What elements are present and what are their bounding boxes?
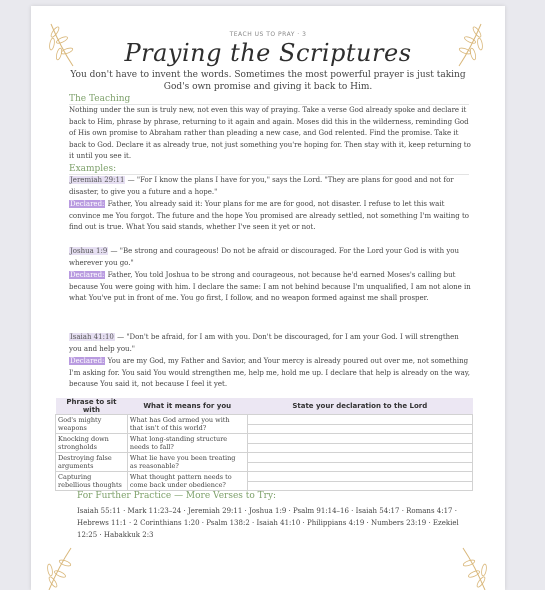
declaration-text: Father, You already said it: Your plans for me are for good, not disaster. I refuse to let this wait convince me You forgot. The future and the hope You promised are already settled, not something I'm waiting to find out is true. What You said stands, whether I've seen it yet or not. — [69, 200, 470, 232]
table-row — [56, 434, 473, 453]
meaning-cell: What thought pattern needs to come back under obedience? — [127, 472, 247, 491]
verse-text: — "For I know the plans I have for you," says the Lord. "They are plans for good and not for disaster, to give you a future and a hope." — [69, 176, 454, 196]
phrase-cell: Knocking down strongholds — [56, 434, 128, 453]
declaration-write-area[interactable] — [247, 415, 472, 434]
meaning-cell: What lie have you been treating as reasonable? — [127, 453, 247, 472]
verse-text: — "Be strong and courageous! Do not be afraid or discouraged. For the Lord your God is with you wherever you go." — [69, 247, 460, 267]
column-header: Phrase to sit with — [56, 398, 128, 415]
phrase-cell: Capturing rebellious thoughts — [56, 472, 128, 491]
declaration-table — [55, 398, 473, 491]
declaration-write-area[interactable] — [247, 472, 472, 491]
scripture-reference: Jeremiah 29:11 — [70, 176, 125, 184]
declared-tag: Declared: — [70, 271, 105, 279]
leaf-branch-icon — [455, 546, 493, 590]
scripture-reference: Isaiah 41:10 — [70, 333, 114, 341]
table-header-row — [56, 398, 473, 415]
declaration-write-area[interactable] — [247, 453, 472, 472]
table-row — [56, 472, 473, 491]
worksheet-page — [31, 6, 505, 590]
column-header: What it means for you — [127, 398, 247, 415]
declared-tag: Declared: — [70, 200, 105, 208]
phrase-cell: Destroying false arguments — [56, 453, 128, 472]
meaning-cell: What has God armed you with that isn't of this world? — [127, 415, 247, 434]
page-title: Praying the Scriptures — [124, 39, 412, 67]
teaching-text: Nothing under the sun is truly new, not even this way of praying. Take a verse God already spoke and declare it back to Him, phrase by phrase, returning to it again and again. Moses did this in the wilderness, reminding God of His own promise to Abraham rather than pleading a new case, and God relented. Find the promise. Take it back to God. Declare it as already true, not just something you're hoping for. Then stay with it, keep returning to it until you see it. — [69, 106, 471, 161]
declared-tag: Declared: — [70, 357, 105, 365]
examples-heading: Examples: — [69, 164, 117, 174]
meaning-cell: What long-standing structure needs to fall? — [127, 434, 247, 453]
series-kicker: TEACH US TO PRAY · 3 — [229, 31, 307, 38]
example-verse — [69, 332, 471, 355]
example-declaration — [69, 270, 471, 305]
further-practice-heading: For Further Practice — More Verses to Try: — [77, 491, 277, 501]
teaching-heading: The Teaching — [69, 94, 131, 104]
verse-text: — "Don't be afraid, for I am with you. Don't be discouraged, for I am your God. I will strengthen you and help you." — [69, 333, 459, 353]
declaration-text: You are my God, my Father and Savior, and Your mercy is already poured out over me, not something I'm asking for. You said You would strengthen me, help me, hold me up. I declare that help is already on the way, because You said it, not because I feel it yet. — [69, 357, 471, 389]
declaration-write-area[interactable] — [247, 434, 472, 453]
declaration-text: Father, You told Joshua to be strong and courageous, not because he'd earned Moses's calling but because You were going with him. I declare the same: I am not behind because I'm unqualified, I am not alone in what You've put in front of me. You go first, I follow, and no weapon formed against me shall prosper. — [69, 271, 471, 303]
example-declaration — [69, 199, 471, 234]
table-row — [56, 415, 473, 434]
further-practice-verses: Isaiah 55:11 · Mark 11:23–24 · Jeremiah 29:11 · Joshua 1:9 · Psalm 91:14–16 · Isaiah 54:17 · Romans 4:17 · Hebrews 11:1 · 2 Corinthians 1:20 · Psalm 138:2 · Isaiah 41:10 · Philippians 4:19 · Numbers 23:19 · Ezekiel 12:25 · Habakkuk 2:3 — [77, 507, 459, 539]
table-row — [56, 453, 473, 472]
column-header: State your declaration to the Lord — [247, 398, 472, 415]
phrase-cell: God's mighty weapons — [56, 415, 128, 434]
example-verse — [69, 246, 471, 269]
example-verse — [69, 175, 471, 198]
leaf-branch-icon — [41, 546, 79, 590]
page-subtitle: You don't have to invent the words. Sometimes the most powerful prayer is just taking God's own promise and giving it back to Him. — [70, 70, 466, 92]
scripture-reference: Joshua 1:9 — [70, 247, 108, 255]
example-declaration — [69, 356, 471, 391]
